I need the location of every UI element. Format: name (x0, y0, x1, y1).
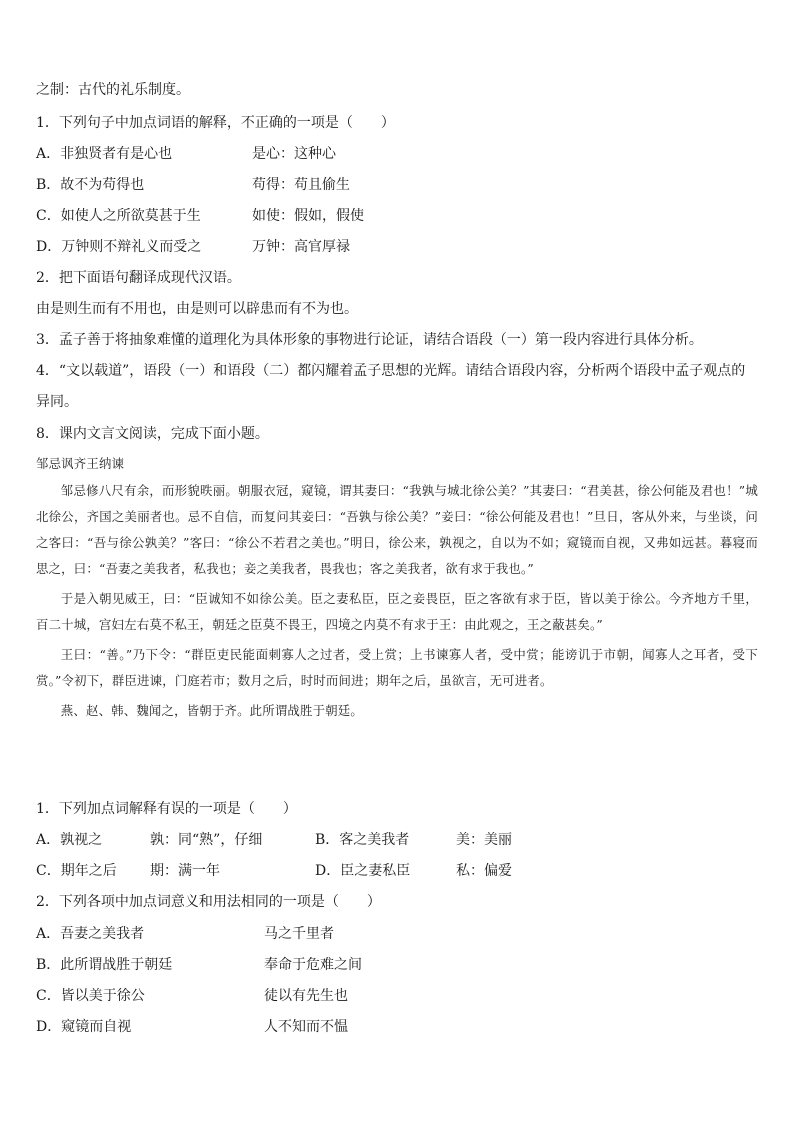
passage-paragraph-2: 于是入朝见威王，曰：“臣诚知不如徐公美。臣之妻私臣，臣之妾畏臣，臣之客欲有求于臣，皆以美于徐公。今齐地方千里，百二十城，宫妇左右莫不私王，朝廷之臣莫不畏王，四境之内莫不有求于王：由此观之，王之蔽甚矣。” (36, 591, 758, 632)
question-2-sentence: 由是则生而有不用也，由是则可以辟患而有不为也。 (36, 301, 358, 317)
q8-sub1-option-c-gloss: 期：满一年 (150, 863, 220, 879)
question-1-stem: 1．下列句子中加点词语的解释，不正确的一项是（ ） (36, 115, 395, 131)
q8-sub2-stem: 2．下列各项中加点词意义和用法相同的一项是（ ） (36, 894, 381, 910)
q1-option-a-gloss: 是心：这种心 (252, 146, 336, 162)
q8-sub2-option-b-pair: 奉命于危难之间 (264, 957, 362, 973)
q8-sub2-option-d: D．窥镜而自视 (36, 1019, 132, 1035)
q8-sub1-option-a-gloss: 孰：同“熟”，仔细 (150, 832, 263, 848)
question-8-stem: 8．课内文言文阅读，完成下面小题。 (36, 426, 269, 442)
q8-sub2-option-c: C．皆以美于徐公 (36, 988, 145, 1004)
q8-sub2-option-b: B．此所谓战胜于朝廷 (36, 957, 173, 973)
q1-option-b: B．故不为苟得也 (36, 177, 145, 193)
q8-sub2-option-a-pair: 马之千里者 (264, 926, 334, 942)
q8-sub1-stem: 1．下列加点词解释有误的一项是（ ） (36, 801, 297, 817)
q1-option-d: D．万钟则不辩礼义而受之 (36, 239, 202, 255)
q8-sub1-option-c: C．期年之后 (36, 863, 117, 879)
q8-sub1-option-d: D．臣之妻私臣 (315, 863, 411, 879)
question-2-stem: 2．把下面语句翻译成现代汉语。 (36, 270, 241, 286)
q1-option-c-gloss: 如使：假如，假使 (252, 208, 364, 224)
q1-option-c: C．如使人之所欲莫甚于生 (36, 208, 201, 224)
q8-sub2-option-c-pair: 徒以有先生也 (264, 988, 348, 1004)
question-4-line-1: 4．“文以载道”，语段（一）和语段（二）都闪耀着孟子思想的光辉。请结合语段内容，分析两个语段中孟子观点的 (36, 363, 746, 379)
question-4-line-2: 异同。 (36, 394, 78, 410)
passage-paragraph-3: 王曰：“善。”乃下令：“群臣吏民能面刺寡人之过者，受上赏；上书谏寡人者，受中赏；能谤讥于市朝，闻寡人之耳者，受下赏。”令初下，群臣进谏，门庭若市；数月之后，时时而间进；期年之后，虽欲言，无可进者。 (36, 647, 758, 688)
passage-title: 邹忌讽齐王纳谏 (36, 456, 125, 471)
q8-sub2-option-a: A．吾妻之美我者 (36, 926, 145, 942)
q8-sub1-option-b-gloss: 美：美丽 (456, 832, 512, 848)
q8-sub1-option-b: B．客之美我者 (315, 832, 410, 848)
q8-sub1-option-d-gloss: 私：偏爱 (456, 863, 512, 879)
q1-option-b-gloss: 苟得：苟且偷生 (252, 177, 350, 193)
q8-sub1-option-a: A．孰视之 (36, 832, 103, 848)
passage-paragraph-4: 燕、赵、韩、魏闻之，皆朝于齐。此所谓战胜于朝廷。 (60, 703, 363, 718)
q1-option-a: A．非独贤者有是心也 (36, 146, 173, 162)
question-3: 3．孟子善于将抽象难懂的道理化为具体形象的事物进行论证，请结合语段（一）第一段内容进行具体分析。 (36, 332, 703, 348)
classical-passage (36, 454, 758, 724)
passage-paragraph-1: 邹忌修八尺有余，而形貌昳丽。朝服衣冠，窥镜，谓其妻曰：“我孰与城北徐公美？”其妻曰：“君美甚，徐公何能及君也！”城北徐公，齐国之美丽者也。忌不自信，而复问其妾曰：“吾孰与徐公美？”妾曰：“徐公何能及君也！”旦日，客从外来，与坐谈，问之客曰：“吾与徐公孰美？”客曰：“徐公不若君之美也。”明日，徐公来，孰视之，自以为不如；窥镜而自视，又弗如远甚。暮寝而思之，曰：“吾妻之美我者，私我也；妾之美我者，畏我也；客之美我者，欲有求于我也。” (36, 483, 758, 576)
annotation-note: 之制：古代的礼乐制度。 (36, 82, 190, 98)
q1-option-d-gloss: 万钟：高官厚禄 (252, 239, 350, 255)
q8-sub2-option-d-pair: 人不知而不愠 (264, 1019, 348, 1035)
